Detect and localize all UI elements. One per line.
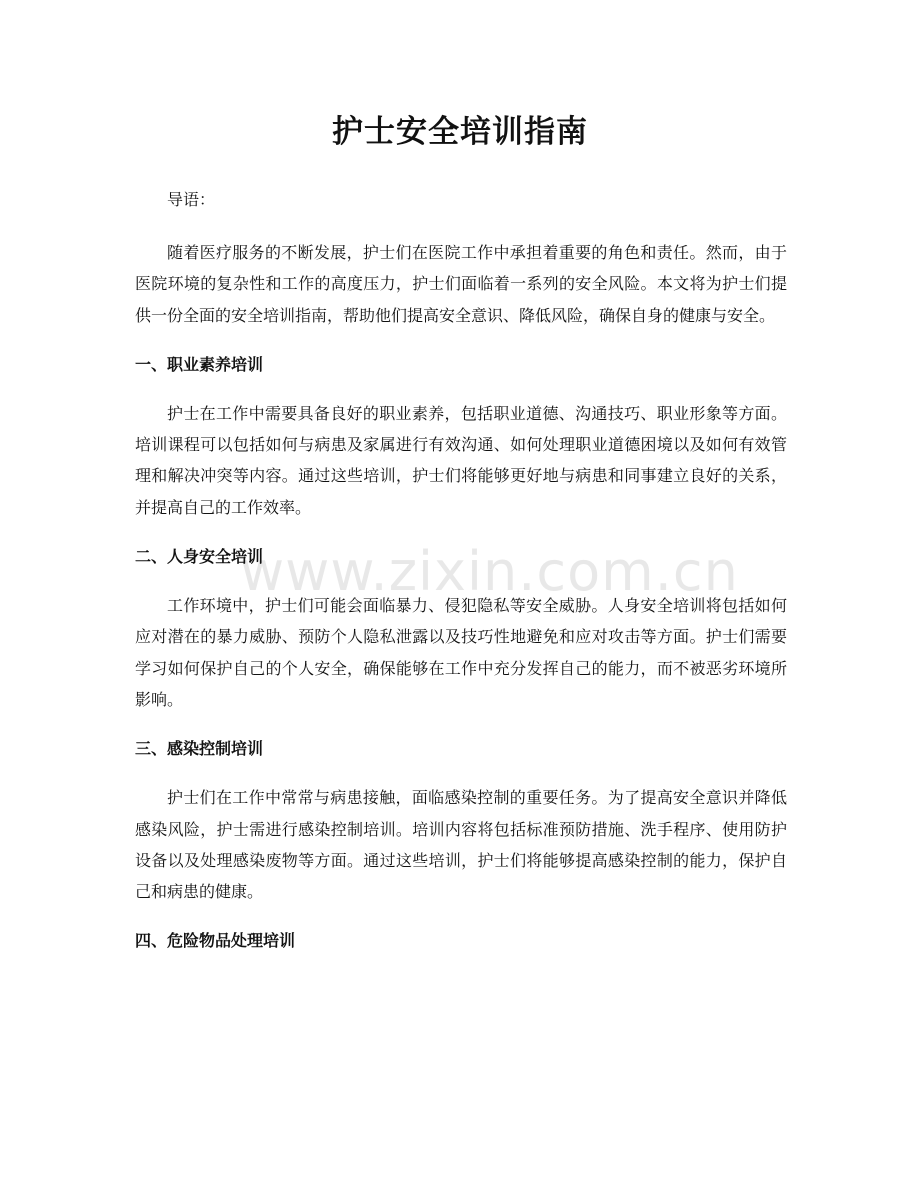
- document-title: 护士安全培训指南: [332, 114, 588, 150]
- section-heading-professional-quality: 一、职业素养培训: [135, 354, 264, 374]
- section-heading-personal-safety: 二、人身安全培训: [135, 547, 264, 567]
- intro-paragraph: 随着医疗服务的不断发展，护士们在医院工作中承担着重要的角色和责任。然而，由于医院环境的复杂性和工作的高度压力，护士们面临着一系列的安全风险。本文将为护士们提供一份全面的安全培训指南，帮助他们提高安全意识、降低风险，确保自身的健康与安全。: [135, 243, 787, 325]
- section-paragraph-personal-safety: 工作环境中，护士们可能会面临暴力、侵犯隐私等安全威胁。人身安全培训将包括如何应对潜在的暴力威胁、预防个人隐私泄露以及技巧性地避免和应对攻击等方面。护士们需要学习如何保护自己的个人安全，确保能够在工作中充分发挥自己的能力，而不被恶劣环境所影响。: [135, 596, 787, 709]
- section-heading-infection-control: 三、感染控制培训: [135, 739, 264, 759]
- section-heading-hazardous-materials: 四、危险物品处理培训: [135, 931, 296, 951]
- section-paragraph-infection-control: 护士们在工作中常常与病患接触，面临感染控制的重要任务。为了提高安全意识并降低感染风险，护士需进行感染控制培训。培训内容将包括标准预防措施、洗手程序、使用防护设备以及处理感染废物等方面。通过这些培训，护士们将能够提高感染控制的能力，保护自己和病患的健康。: [135, 788, 787, 902]
- watermark-text: www.zixin.com.cn: [240, 540, 739, 603]
- document-body: [135, 181, 787, 974]
- intro-label: 导语：: [167, 190, 216, 209]
- section-paragraph-professional-quality: 护士在工作中需要具备良好的职业素养，包括职业道德、沟通技巧、职业形象等方面。培训课程可以包括如何与病患及家属进行有效沟通、如何处理职业道德困境以及如何有效管理和解决冲突等内容。通过这些培训，护士们将能够更好地与病患和同事建立良好的关系，并提高自己的工作效率。: [135, 403, 787, 517]
